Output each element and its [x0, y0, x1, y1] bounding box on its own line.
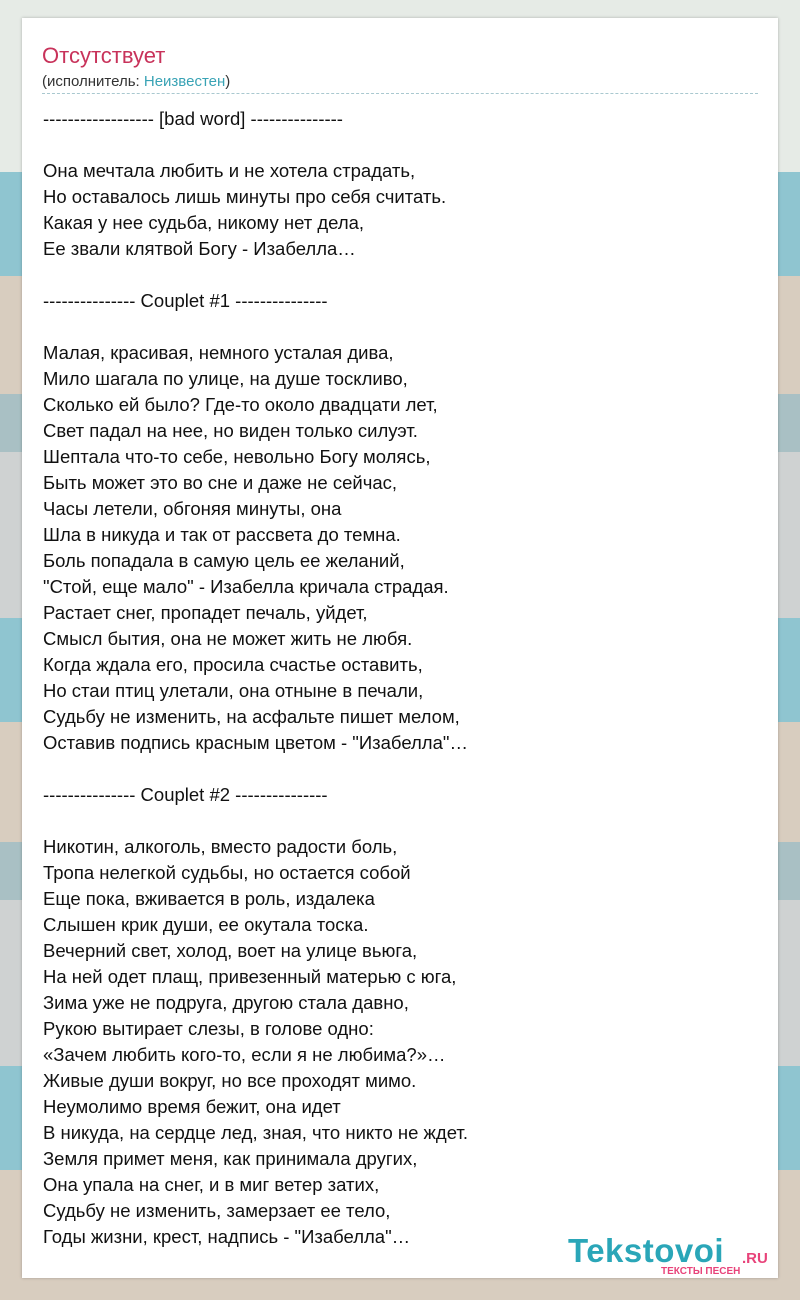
lyrics-line: «Зачем любить кого-то, если я не любима?»… [43, 1044, 446, 1065]
lyrics-line: --------------- Couplet #1 --------------- [43, 290, 328, 311]
lyrics-line: Слышен крик души, ее окутала тоска. [43, 914, 369, 935]
tekstovoi-logo[interactable] [568, 1232, 778, 1284]
lyrics-line: Вечерний свет, холод, воет на улице вьюга, [43, 940, 418, 961]
lyrics-line: Шла в никуда и так от рассвета до темна. [43, 524, 401, 545]
lyrics-line: Живые души вокруг, но все проходят мимо. [43, 1070, 417, 1091]
lyrics-line: Малая, красивая, немного усталая дива, [43, 342, 394, 363]
lyrics-line: Еще пока, вживается в роль, издалека [43, 888, 375, 909]
lyrics-line [43, 262, 468, 288]
lyrics-text [43, 106, 468, 1250]
lyrics-line: Тропа нелегкой судьбы, но остается собой [43, 862, 411, 883]
lyrics-line: Судьбу не изменить, замерзает ее тело, [43, 1200, 391, 1221]
lyrics-line: Она упала на снег, и в миг ветер затих, [43, 1174, 380, 1195]
performer-line [42, 72, 230, 92]
lyrics-line: --------------- Couplet #2 --------------- [43, 784, 328, 805]
lyrics-line: Судьбу не изменить, на асфальте пишет мелом, [43, 706, 460, 727]
logo-tld: .RU [742, 1250, 768, 1267]
lyrics-line: Земля примет меня, как принимала других, [43, 1148, 418, 1169]
song-title: Отсутствует [42, 43, 166, 68]
lyrics-line: Какая у нее судьба, никому нет дела, [43, 212, 365, 233]
lyrics-line: Быть может это во сне и даже не сейчас, [43, 472, 398, 493]
lyrics-line: Рукою вытирает слезы, в голове одно: [43, 1018, 374, 1039]
lyrics-line: Ее звали клятвой Богу - Изабелла… [43, 238, 356, 259]
logo-name: Tekstovoi [568, 1232, 725, 1269]
lyrics-line: Но стаи птиц улетали, она отныне в печали, [43, 680, 424, 701]
lyrics-line: Растает снег, пропадет печаль, уйдет, [43, 602, 368, 623]
lyrics-line [43, 808, 468, 834]
lyrics-line: "Стой, еще мало" - Изабелла кричала страдая. [43, 576, 449, 597]
performer-suffix: ) [225, 73, 231, 90]
lyrics-line: Зима уже не подруга, другою стала давно, [43, 992, 409, 1013]
lyrics-line: Она мечтала любить и не хотела страдать, [43, 160, 416, 181]
lyrics-line: Сколько ей было? Где-то около двадцати лет, [43, 394, 438, 415]
lyrics-line: На ней одет плащ, привезенный матерью с юга, [43, 966, 457, 987]
lyrics-line: Часы летели, обгоняя минуты, она [43, 498, 342, 519]
lyrics-line: Оставив подпись красным цветом - "Изабелла"… [43, 732, 468, 753]
lyrics-line: ------------------ [bad word] --------------- [43, 108, 343, 129]
lyrics-line: Боль попадала в самую цель ее желаний, [43, 550, 405, 571]
artist-link[interactable]: Неизвестен [143, 73, 226, 90]
lyrics-line: Мило шагала по улице, на душе тоскливо, [43, 368, 408, 389]
lyrics-line: Годы жизни, крест, надпись - "Изабелла"… [43, 1226, 411, 1247]
lyrics-line: Но оставалось лишь минуты про себя считать. [43, 186, 447, 207]
logo-tagline: ТЕКСТЫ ПЕСЕН [661, 1266, 741, 1277]
lyrics-card [22, 18, 778, 1278]
lyrics-line [43, 132, 468, 158]
lyrics-line: В никуда, на сердце лед, зная, что никто не ждет. [43, 1122, 468, 1143]
lyrics-line: Неумолимо время бежит, она идет [43, 1096, 341, 1117]
lyrics-line: Шептала что-то себе, невольно Богу молясь, [43, 446, 431, 467]
lyrics-line: Свет падал на нее, но виден только силуэт. [43, 420, 418, 441]
lyrics-line [43, 314, 468, 340]
lyrics-line: Никотин, алкоголь, вместо радости боль, [43, 836, 398, 857]
title-divider [42, 93, 758, 94]
performer-prefix: (исполнитель: [42, 73, 144, 90]
lyrics-line: Смысл бытия, она не может жить не любя. [43, 628, 413, 649]
lyrics-line: Когда ждала его, просила счастье оставить, [43, 654, 423, 675]
lyrics-line [43, 756, 468, 782]
